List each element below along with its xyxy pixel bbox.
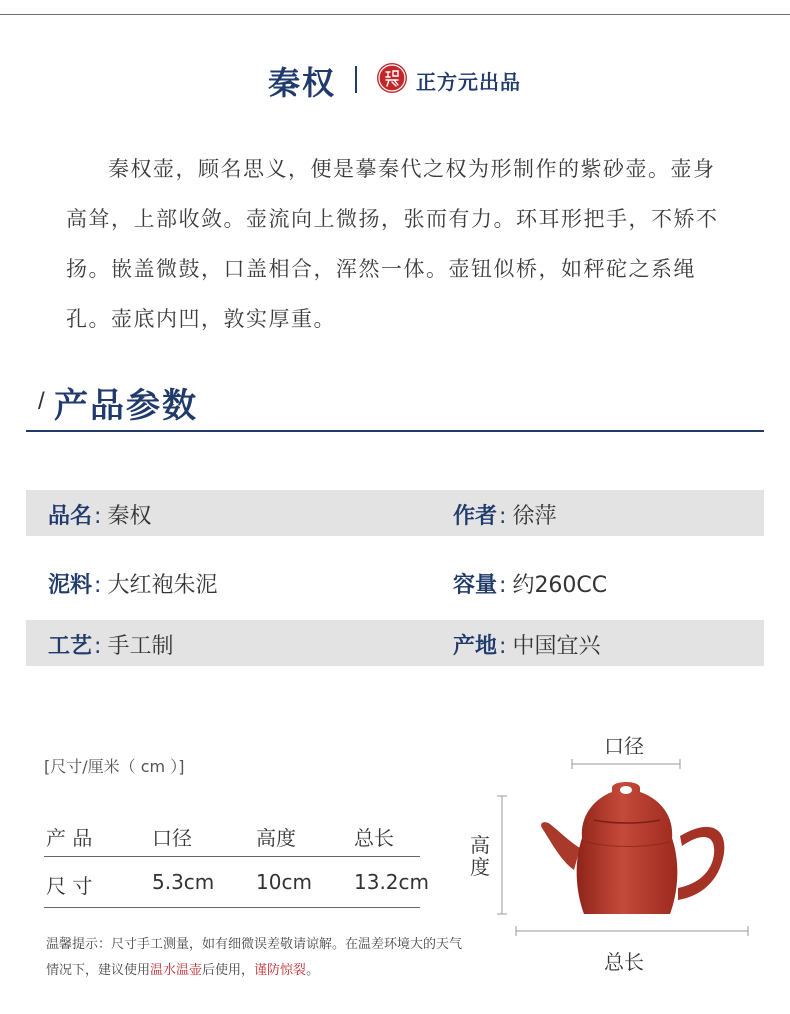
size-value-cell: 尺 寸 <box>46 874 93 898</box>
size-table-divider <box>44 907 420 908</box>
param-label: 泥料 <box>48 573 93 598</box>
height-label: 高度 <box>470 833 490 879</box>
param-cell: 容量: 约260CC <box>453 573 608 598</box>
param-value: 手工制 <box>107 634 174 659</box>
size-value-cell: 13.2cm <box>354 870 430 894</box>
brand-header <box>0 58 790 102</box>
param-cell: 工艺: 手工制 <box>48 634 174 659</box>
notice-highlight: 温水温壶 <box>150 963 203 978</box>
param-label: 品名 <box>48 504 93 529</box>
param-label: 容量 <box>453 573 498 598</box>
size-value-row <box>44 858 430 902</box>
param-value: 中国宜兴 <box>512 634 601 659</box>
description-text: 秦权壶，顾名思义，便是摹秦代之权为形制作的紫砂壶。壶身高耸，上部收敛。壶流向上微扬，张而有力。环耳形把手，不矫不扬。嵌盖微鼓，口盖相合，浑然一体。壶钮似桥，如秤砣之系绳孔。壶底内凹，敦实厚重。 <box>66 157 719 331</box>
section-divider <box>26 430 764 432</box>
top-divider <box>0 14 790 15</box>
product-title: 秦权 <box>268 64 337 102</box>
param-row <box>26 490 764 536</box>
param-cell: 泥料: 大红袍朱泥 <box>48 573 218 598</box>
param-row <box>26 620 764 666</box>
param-label: 作者 <box>453 504 498 529</box>
notice-text: 温馨提示：尺寸手工测量，如有细微误差敬请谅解。在温差环境大的天气情况下，建议使用 <box>46 937 463 978</box>
param-value: 大红袍朱泥 <box>107 573 218 598</box>
param-value: 秦权 <box>107 504 152 529</box>
size-header-cell: 产 品 <box>46 826 93 850</box>
section-title-text: 产品参数 <box>54 386 198 426</box>
notice-text: 。 <box>306 963 320 978</box>
param-cell: 作者: 徐萍 <box>453 504 557 529</box>
size-header-cell: 口径 <box>152 826 192 850</box>
notice-highlight: 谨防惊裂 <box>254 963 307 978</box>
size-table-divider <box>44 856 420 857</box>
size-value-cell: 5.3cm <box>152 870 215 894</box>
param-value: 约260CC <box>512 573 608 598</box>
size-header-cell: 高度 <box>256 826 296 850</box>
size-table <box>44 814 430 902</box>
param-cell: 产地: 中国宜兴 <box>453 634 601 659</box>
product-description <box>66 144 726 344</box>
seal-logo-icon <box>377 63 407 93</box>
size-header-cell: 总长 <box>354 826 394 850</box>
param-row <box>26 559 764 605</box>
diameter-label: 口径 <box>604 734 644 758</box>
param-value: 徐萍 <box>512 504 557 529</box>
size-caption: [尺寸/厘米（ cm ）] <box>44 757 185 776</box>
care-notice <box>46 932 466 984</box>
brand-subtitle: 正方元出品 <box>416 70 521 94</box>
param-label: 产地 <box>453 634 498 659</box>
length-label: 总长 <box>604 950 644 974</box>
notice-text: 后使用， <box>202 963 255 978</box>
size-value-cell: 10cm <box>256 870 312 894</box>
param-label: 工艺 <box>48 634 93 659</box>
param-cell: 品名: 秦权 <box>48 504 152 529</box>
size-header-row <box>44 814 420 858</box>
heading-slash: / <box>38 388 45 415</box>
teapot-dimension-diagram <box>462 728 762 998</box>
header-separator <box>355 66 357 93</box>
